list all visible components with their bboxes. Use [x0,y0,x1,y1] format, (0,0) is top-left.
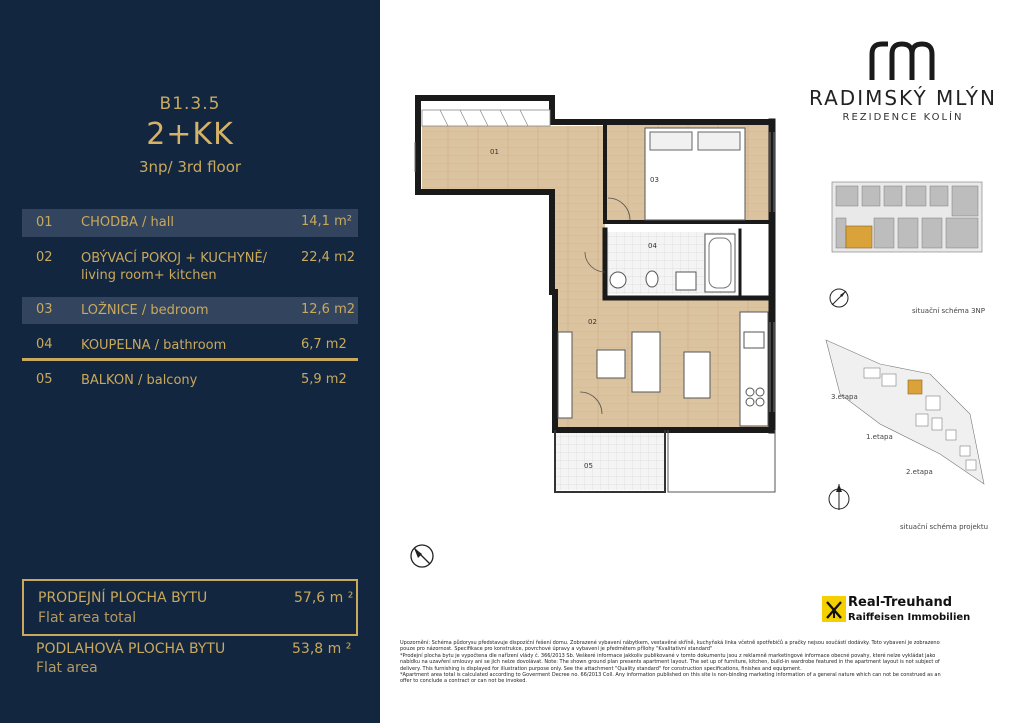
disclaimer-line: pouze pro názornost. Specifikace pro konstrukce, povrchové úpravy a vybavení je předmětem přílohy "Kvalitativní standard" [400,646,713,653]
floor-area-sub: Flat area [36,660,98,676]
floor-area-box [22,640,358,680]
unit-floor: 3np/ 3rd floor [138,158,242,176]
unit-type: 2+KK [146,117,234,152]
room-row-05 [22,369,358,391]
room-name: LOŽNICE / bedroom [81,303,209,318]
sale-area-box [22,579,358,636]
room-number: 02 [36,250,53,265]
floor-site-map [828,178,988,258]
room-area: 5,9 m2 [301,372,347,387]
info-panel [0,0,380,723]
disclaimer [400,640,985,685]
brand-name: RADIMSKÝ MLÝN [809,86,997,110]
developer-name: Real-Treuhand [848,595,953,610]
sideboard [558,332,572,418]
room-label-05: 05 [584,462,593,470]
rm-logo-icon [866,36,936,84]
room-row-01 [22,209,358,237]
dining-table [684,352,710,398]
north-arrow-icon [408,542,436,570]
sale-area-sub: Flat area total [38,610,137,626]
room-number: 01 [36,215,53,230]
kitchen-counter [740,312,768,426]
etapa-1-label: 1.etapa [866,433,893,441]
disclaimer-line: nabídku na uzavření smlouvy ani se jich nelze dovolávat. Note: The shown ground plan presents apartment layout. The set up of furniture, kitchen, build-in wardrobe featured in the apartment layout is not subject of [400,659,940,666]
room-area: 22,4 m2 [301,250,356,265]
room-area: 12,6 m2 [301,302,356,317]
toilet [646,271,658,287]
room-label-04: 04 [648,242,657,250]
sink [676,272,696,290]
armchair [597,350,625,378]
sale-area-label: PRODEJNÍ PLOCHA BYTU [38,590,208,606]
project-site-map [820,334,990,494]
disclaimer-line: *Apartment area total is calculated according to Goverment Decree no. 66/2013 Coll. Any information published on this site is non-binding marketing information of a general nature which can not be construed as an [400,672,941,679]
floor-area-label: PODLAHOVÁ PLOCHA BYTU [36,641,226,657]
room-name: KOUPELNA / bathroom [81,338,227,353]
sale-area-value: 57,6 m ² [294,590,354,606]
disclaimer-line: delivery. This furnishing is displayed for illustration purpose only. See the attachment "Quality standard" for construction specifications, finishes and equipment. [400,665,802,672]
room-label-03: 03 [650,176,659,184]
highlighted-unit [846,226,872,248]
developer-subtitle: Raiffeisen Immobilien [848,612,971,623]
room-name: BALKON / balcony [81,373,198,388]
room-name: CHODBA / hall [81,215,174,230]
room-name: OBÝVACÍ POKOJ + KUCHYNĚ/ [81,251,268,266]
disclaimer-line: offer to conclude a contract or can not be invoked. [400,678,527,685]
room-number: 03 [36,302,53,317]
floor-plan [400,92,790,512]
project-map-caption: situační schéma projektu [900,523,989,531]
highlighted-building [908,380,922,394]
north-arrow-icon [824,482,854,512]
floor-area-value: 53,8 m ² [292,641,352,657]
unit-code: B1.3.5 [159,94,221,114]
disclaimer-line: *Prodejní plocha bytu je vypočtena dle nařízení vlády č. 366/2013 Sb. Veškeré informace jakkoliv publikované v tomto dokumentu jsou z reklamně marketingové informace obecné povahy, které nelze vykládat jako [400,652,936,659]
room-row-02 [22,246,358,286]
north-arrow-icon [827,286,851,310]
etapa-3-label: 3.etapa [831,393,858,401]
room-area: 6,7 m2 [301,337,347,352]
divider-line [22,358,358,361]
room-row-04 [22,334,358,356]
room-area: 14,1 m² [301,214,352,229]
room-label-02: 02 [588,318,597,326]
brand-subtitle: REZIDENCE KOLÍN [842,112,964,123]
room-label-01: 01 [490,148,499,156]
room-name-secondary: living room+ kitchen [81,268,217,283]
disclaimer-line: Upozornění: Schéma půdorysu představuje dispoziční řešení domu. Zobrazené vybavení nábytkem, vestavěné skříně, kuchyňská linka včetně spotřebičů a pračky nejsou součástí dodávky. Toto vybavení je zobrazeno [400,640,940,646]
room-number: 04 [36,337,53,352]
washer [610,272,626,288]
etapa-2-label: 2.etapa [906,468,933,476]
room-number: 05 [36,372,53,387]
room-row-03 [22,297,358,324]
site-map-caption: situační schéma 3NP [912,307,986,315]
balcony-floor [555,432,665,490]
sofa [632,332,660,392]
